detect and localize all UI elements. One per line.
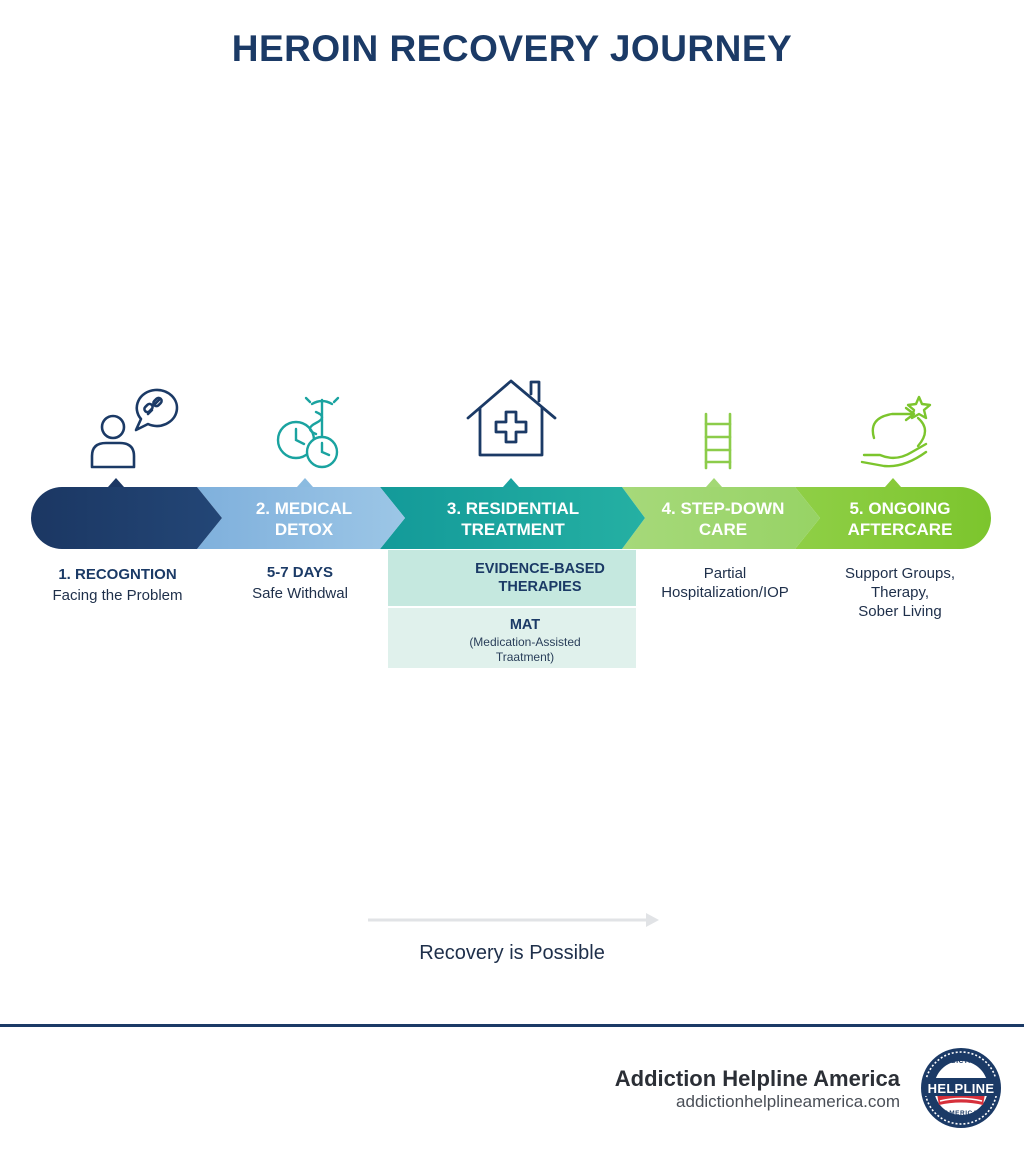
segment-label-aftercare: 5. ONGOING AFTERCARE bbox=[847, 499, 953, 539]
recovery-arrow bbox=[368, 913, 659, 927]
brand-url[interactable]: addictionhelplineamerica.com bbox=[676, 1092, 900, 1111]
segment-label-detox: 2. MEDICAL DETOX bbox=[255, 499, 353, 539]
step-down-subtitle: Partial Hospitalization/IOP bbox=[661, 565, 789, 601]
recognition-block bbox=[20, 566, 215, 605]
ladder-icon bbox=[706, 414, 730, 468]
notch-stepdown bbox=[706, 478, 722, 487]
detox-duration: 5-7 DAYS bbox=[266, 564, 334, 581]
therapies-label: EVIDENCE-BASED THERAPIES bbox=[475, 561, 605, 595]
brand-name: Addiction Helpline America bbox=[614, 1066, 900, 1091]
person-chain-bubble-icon bbox=[92, 390, 177, 467]
page-title: HEROIN RECOVERY JOURNEY bbox=[231, 28, 793, 69]
detox-subtitle: Safe Withdwal bbox=[252, 585, 348, 602]
clock-caduceus-icon bbox=[278, 398, 338, 467]
step-down-block bbox=[640, 564, 810, 602]
segment-label-step-down: 4. STEP-DOWN CARE bbox=[661, 499, 785, 539]
notch-aftercare bbox=[885, 478, 901, 487]
badge-text: HELPLINE bbox=[927, 1080, 995, 1096]
house-medical-icon bbox=[468, 381, 555, 455]
badge-top-text: ADDICTION bbox=[940, 1058, 982, 1065]
mat-subtitle: (Medication-Assisted Traatment) bbox=[469, 635, 581, 664]
footer-divider bbox=[0, 1024, 1024, 1027]
detox-block bbox=[210, 564, 390, 603]
segment-label-residential: 3. RESIDENTIAL TREATMENT bbox=[446, 499, 580, 539]
notch-detox bbox=[297, 478, 313, 487]
mat-label: MAT bbox=[509, 617, 541, 633]
recognition-title: 1. RECOGNTION bbox=[58, 566, 177, 583]
hands-star-icon bbox=[862, 397, 930, 466]
badge-bottom-text: AMERICA bbox=[944, 1110, 978, 1117]
recognition-subtitle: Facing the Problem bbox=[52, 587, 183, 604]
notch-residential bbox=[503, 478, 519, 487]
segment-recognition bbox=[31, 487, 222, 549]
aftercare-subtitle: Support Groups, Therapy, Sober Living bbox=[844, 565, 956, 620]
recovery-possible-text: Recovery is Possible bbox=[419, 942, 605, 964]
aftercare-block bbox=[810, 564, 990, 621]
notch-recognition bbox=[108, 478, 124, 487]
